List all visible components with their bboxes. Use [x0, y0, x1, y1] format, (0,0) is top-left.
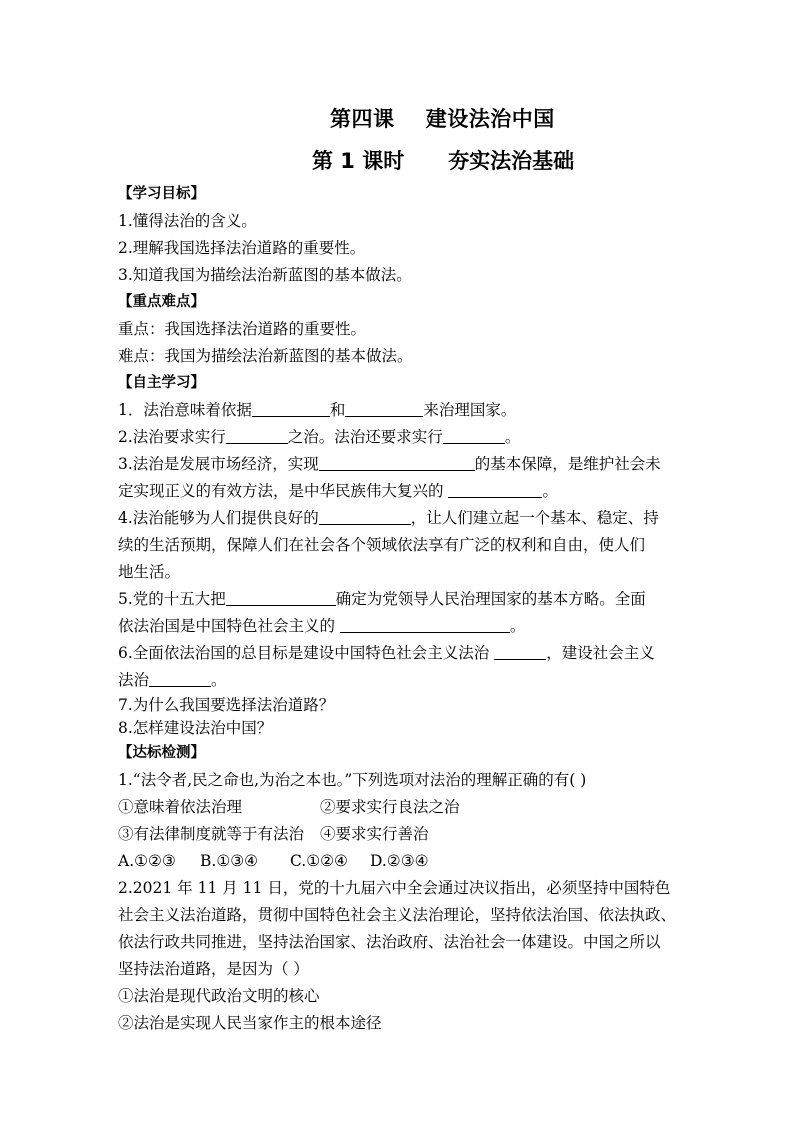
fill-blank[interactable]	[226, 427, 288, 444]
fill-blank[interactable]	[345, 400, 423, 417]
goal-item: 3.知道我国为描绘法治新蓝图的基本做法。	[118, 266, 412, 284]
key-focus: 重点：我国选择法治道路的重要性。	[118, 320, 367, 338]
fill-blank[interactable]	[494, 643, 546, 660]
test-q1-choices	[118, 848, 678, 875]
fill-blank[interactable]	[226, 589, 336, 606]
self-study-q8: 8.怎样建设法治中国？	[118, 719, 273, 737]
option-item: ②法治是实现人民当家作主的根本途径	[118, 1014, 382, 1032]
test-q2-stem: 2.2021 年 11 月 11 日，党的十九届六中全会通过决议指出，必须坚持中国特色	[118, 879, 671, 897]
self-study-q4-cont: 地生活。	[118, 563, 181, 581]
test-q2-stem: 坚持法治道路，是因为（ ）	[118, 960, 309, 978]
section-header-self-study: 【自主学习】	[118, 375, 205, 391]
self-study-q6: 6.全面依法治国的总目标是建设中国特色社会主义法治 ，建设社会主义	[118, 644, 655, 662]
self-study-q6-cont: 法治 。	[118, 671, 227, 689]
choice-item: B.①③④	[200, 852, 259, 870]
self-study-q4-cont: 续的生活预期，保障人们在社会各个领域依法享有广泛的权利和自由，使人们	[118, 536, 646, 554]
fill-blank[interactable]	[319, 508, 411, 525]
test-q1-options	[118, 821, 678, 848]
section-header-test: 【达标检测】	[118, 745, 205, 761]
self-study-q3-cont: 定实现正义的有效方法，是中华民族伟大复兴的 。	[118, 482, 558, 500]
document-body	[118, 181, 678, 1037]
test-q1-options	[118, 794, 678, 821]
fill-blank[interactable]	[448, 481, 542, 498]
choice-item: A.①②③	[118, 852, 176, 870]
goal-item: 2.理解我国选择法治道路的重要性。	[118, 239, 366, 257]
self-study-q3: 3.法治是发展市场经济，实现 的基本保障，是维护社会未	[118, 455, 661, 473]
fill-blank[interactable]	[252, 400, 330, 417]
lesson-title: 第四课 建设法治中国	[330, 107, 555, 131]
self-study-q5-cont: 依法治国是中国特色社会主义的 。	[118, 617, 526, 635]
choice-item: C.①②④	[290, 852, 348, 870]
option-item: ③有法律制度就等于有法治	[118, 825, 305, 843]
option-item: ①意味着依法治理	[118, 798, 243, 816]
test-q2-stem: 依法行政共同推进，坚持法治国家、法治政府、法治社会一体建设。中国之所以	[118, 933, 661, 951]
self-study-q1: 1．法治意味着依据 和 来治理国家。	[118, 401, 517, 419]
fill-blank[interactable]	[149, 670, 211, 687]
test-q1-stem: 1.“法令者,民之命也,为治之本也。”下列选项对法治的理解正确的有( )	[118, 771, 587, 789]
self-study-q4: 4.法治能够为人们提供良好的 ，让人们建立起一个基本、稳定、持	[118, 509, 659, 527]
section-header-goals: 【学习目标】	[118, 186, 205, 202]
choice-item: D.②③④	[370, 852, 429, 870]
option-item: ④要求实行善治	[320, 825, 429, 843]
lesson-subtitle: 第 1 课时 夯实法治基础	[312, 149, 575, 173]
test-q2-stem: 社会主义法治道路，贯彻中国特色社会主义法治理论，坚持依法治国、依法执政、	[118, 906, 677, 924]
option-item: ①法治是现代政治文明的核心	[118, 987, 320, 1005]
fill-blank[interactable]	[340, 616, 510, 633]
section-header-key: 【重点难点】	[118, 294, 205, 310]
self-study-q5: 5.党的十五大把 确定为党领导人民治理国家的基本方略。全面	[118, 590, 646, 608]
goal-item: 1.懂得法治的含义。	[118, 212, 257, 230]
key-difficulty: 难点：我国为描绘法治新蓝图的基本做法。	[118, 347, 413, 365]
fill-blank[interactable]	[443, 427, 505, 444]
option-item: ②要求实行良法之治	[320, 798, 460, 816]
self-study-q7: 7.为什么我国要选择法治道路？	[118, 696, 335, 714]
fill-blank[interactable]	[319, 454, 475, 471]
self-study-q2: 2.法治要求实行 之治。法治还要求实行 。	[118, 428, 521, 446]
